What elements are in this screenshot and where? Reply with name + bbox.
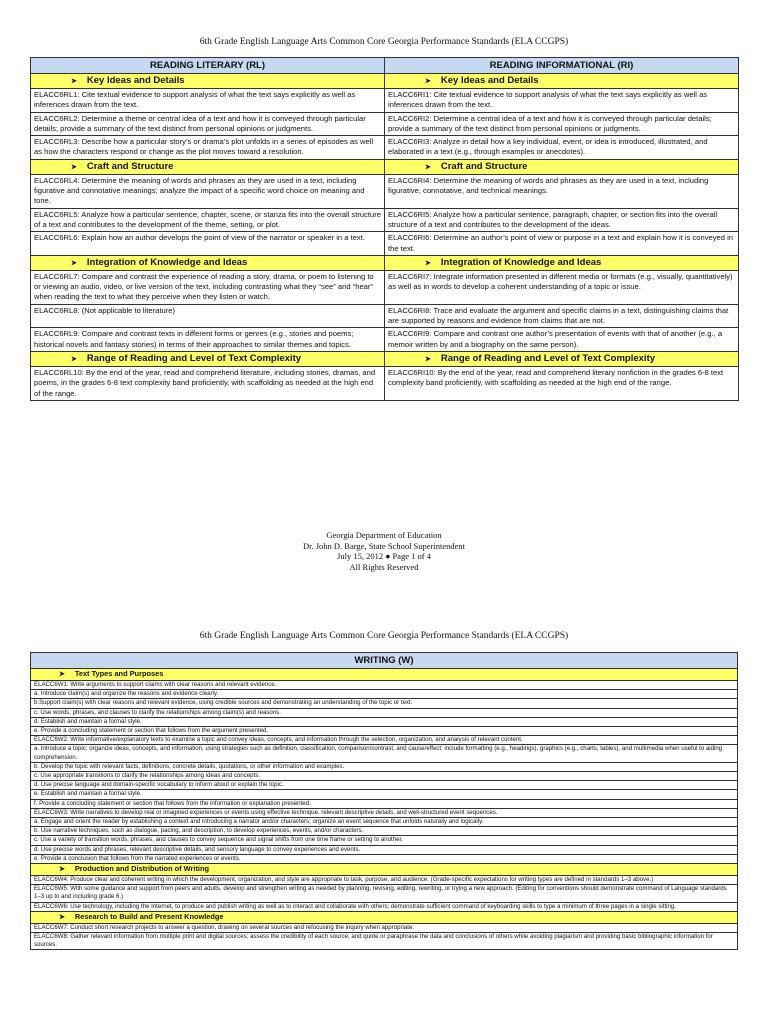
standard-row: c. Use a variety of transition words, phrases, and clauses to convey sequence and signal shifts from one time frame or setting to another. xyxy=(31,836,738,845)
section-label: Text Types and Purposes xyxy=(74,669,164,678)
section-label: Key Ideas and Details xyxy=(440,75,539,86)
arrow-bullet-icon: ➤ xyxy=(425,259,431,267)
standard-row: a. Introduce a topic; organize ideas, concepts, and information, using strategies such as definition, classification, comparison/contrast, and cause/effect; include formatting (e.g., headings), graphics (e.g., charts, tables), and multimedia when useful to aiding comprehension. xyxy=(31,745,738,762)
standard-row: e. Establish and maintain a formal style. xyxy=(31,790,738,799)
standard-row: ELACC6W8: Gather relevant information from multiple print and digital sources; assess the credibility of each source; and quote or paraphrase the data and conclusions of others while avoiding plagiarism and providing basic bibliographic information for sources. xyxy=(31,933,738,950)
standard-row: ELACC6W2: Write informative/explanatory texts to examine a topic and convey ideas, concepts, and information through the selection, organization, and analysis of relevant content. xyxy=(31,736,738,745)
section-heading xyxy=(31,255,385,270)
arrow-bullet-icon: ➤ xyxy=(71,355,77,363)
reading-standards-table xyxy=(30,57,739,401)
standard-row: e. Provide a concluding statement or section that follows from the argument presented. xyxy=(31,727,738,736)
reading-literary-header: READING LITERARY (RL) xyxy=(31,58,385,74)
section-heading xyxy=(385,159,739,174)
section-heading xyxy=(31,669,738,681)
standard-cell: ELACC6RL4: Determine the meaning of words and phrases as they are used in a text, including figurative and connotative meanings; analyze the impact of a specific word choice on meaning and tone. xyxy=(31,174,385,208)
section-heading xyxy=(31,351,385,366)
arrow-bullet-icon: ➤ xyxy=(59,671,65,678)
standard-cell: ELACC6RI9: Compare and contrast one author’s presentation of events with that of another (e.g., a memoir written by and a biography on the same person). xyxy=(385,328,739,352)
section-heading xyxy=(31,864,738,876)
standard-row: d. Use precise words and phrases, relevant descriptive details, and sensory language to convey experiences and events. xyxy=(31,845,738,854)
footer-rights: All Rights Reserved xyxy=(349,561,419,572)
standard-cell: ELACC6RI5: Analyze how a particular sentence, paragraph, chapter, or section fits into the overall structure of a text and contributes to the development of the ideas. xyxy=(385,208,739,232)
standard-cell: ELACC6RI8: Trace and evaluate the argument and specific claims in a text, distinguishing claims that are supported by reasons and evidence from claims that are not. xyxy=(385,304,739,328)
section-heading xyxy=(385,351,739,366)
standard-cell: ELACC6RL6: Explain how an author develops the point of view of the narrator or speaker in a text. xyxy=(31,232,385,256)
standard-row: f. Provide a concluding statement or section that follows from the information or explanation presented. xyxy=(31,799,738,808)
page-title: 6th Grade English Language Arts Common Core Georgia Performance Standards (ELA CCGPS) xyxy=(199,37,569,47)
section-heading xyxy=(31,911,738,923)
standard-row: b.Support claim(s) with clear reasons and relevant evidence, using credible sources and demonstrating an understanding of the topic or text. xyxy=(31,699,738,708)
standard-cell: ELACC6RI1: Cite textual evidence to support analysis of what the text says explicitly as well as inferences drawn from the text. xyxy=(385,89,739,113)
standard-row: ELACC6W4: Produce clear and coherent writing in which the development, organization, and style are appropriate to task, purpose, and audience. (Grade-specific expectations for writing types are defined in standards 1–3 above.) xyxy=(31,876,738,885)
standard-cell: ELACC6RL9: Compare and contrast texts in different forms or genres (e.g., stories and poems; historical novels and fantasy stories) in terms of their approaches to similar themes and topics. xyxy=(31,328,385,352)
standard-row: b. Develop the topic with relevant facts, definitions, concrete details, quotations, or other information and examples. xyxy=(31,762,738,771)
section-heading xyxy=(31,159,385,174)
standard-cell: ELACC6RI7: Integrate information presented in different media or formats (e.g., visually, quantitatively) as well as in words to develop a coherent understanding of a topic or issue. xyxy=(385,270,739,304)
section-heading xyxy=(385,255,739,270)
standard-row: a. Engage and orient the reader by establishing a context and introducing a narrator and/or characters; organize an event sequence that unfolds naturally and logically. xyxy=(31,818,738,827)
arrow-bullet-icon: ➤ xyxy=(59,913,65,921)
arrow-bullet-icon: ➤ xyxy=(71,163,77,171)
section-heading xyxy=(385,74,739,89)
footer-date-page: July 15, 2012 ● Page 1 of 4 xyxy=(337,551,431,561)
arrow-bullet-icon: ➤ xyxy=(71,259,77,267)
section-label: Key Ideas and Details xyxy=(86,75,185,86)
section-label: Integration of Knowledge and Ideas xyxy=(86,256,248,268)
section-label: Research to Build and Present Knowledge xyxy=(74,911,224,921)
section-label: Range of Reading and Level of Text Complexity xyxy=(86,352,302,364)
standard-cell: ELACC6RL7: Compare and contrast the experience of reading a story, drama, or poem to listening to or viewing an audio, video, or live version of the text, including contrasting what they “see” and “hear” when reading the text to what they perceive when they listen or watch. xyxy=(31,270,385,304)
page-title: 6th Grade English Language Arts Common Core Georgia Performance Standards (ELA CCGPS) xyxy=(199,631,569,641)
standard-row: c. Use words, phrases, and clauses to clarify the relationships among claim(s) and reasons. xyxy=(31,708,738,717)
standard-cell: ELACC6RI2: Determine a central idea of a text and how it is conveyed through particular details; provide a summary of the text distinct from personal opinions or judgments. xyxy=(385,112,739,136)
arrow-bullet-icon: ➤ xyxy=(71,78,77,85)
arrow-bullet-icon: ➤ xyxy=(59,866,65,874)
standard-row: b. Use narrative techniques, such as dialogue, pacing, and description, to develop experiences, events, and/or characters. xyxy=(31,827,738,836)
section-label: Production and Distribution of Writing xyxy=(74,864,209,874)
standard-cell: ELACC6RL10: By the end of the year, read and comprehend literature, including stories, dramas, and poems, in the grades 6-8 text complexity band proficiently, with scaffolding as needed at the high end of the range. xyxy=(31,366,385,400)
standard-cell: ELACC6RL8: (Not applicable to literature) xyxy=(31,304,385,328)
section-label: Range of Reading and Level of Text Complexity xyxy=(440,352,656,364)
standard-row: d. Establish and maintain a formal style. xyxy=(31,717,738,726)
standard-row: d. Use precise language and domain-specific vocabulary to inform about or explain the topic. xyxy=(31,781,738,790)
page-footer xyxy=(0,530,768,572)
standard-row: ELACC6W5: With some guidance and support from peers and adults, develop and strengthen writing as needed by planning, revising, editing, rewriting, or trying a new approach. (Editing for conventions should demonstrate command of Language standards 1–3 up to and including grade 6.) xyxy=(31,885,738,902)
section-label: Craft and Structure xyxy=(440,160,528,172)
arrow-bullet-icon: ➤ xyxy=(425,355,431,363)
standard-cell: ELACC6RL3: Describe how a particular story’s or drama’s plot unfolds in a series of episodes as well as how the characters respond or change as the plot moves toward a resolution. xyxy=(31,136,385,160)
standard-cell: ELACC6RL2: Determine a theme or central idea of a text and how it is conveyed through particular details; provide a summary of the text distinct from personal opinions or judgments. xyxy=(31,112,385,136)
standard-row: c. Use appropriate transitions to clarify the relationships among ideas and concepts. xyxy=(31,772,738,781)
reading-informational-header: READING INFORMATIONAL (RI) xyxy=(385,58,739,74)
standard-cell: ELACC6RI3: Analyze in detail how a key individual, event, or idea is introduced, illustrated, and elaborated in a text (e.g., through examples or anecdotes). xyxy=(385,136,739,160)
writing-header: WRITING (W) xyxy=(31,653,738,669)
section-label: Craft and Structure xyxy=(86,160,174,172)
standard-row: ELACC6W6: Use technology, including the Internet, to produce and publish writing as well as to interact and collaborate with others; demonstrate sufficient command of keyboarding skills to type a minimum of three pages in a single sitting. xyxy=(31,902,738,911)
standard-row: ELACC6W3: Write narratives to develop real or imagined experiences or events using effective technique, relevant descriptive details, and well-structured event sequences. xyxy=(31,808,738,817)
arrow-bullet-icon: ➤ xyxy=(425,163,431,171)
section-heading xyxy=(31,74,385,89)
standard-cell: ELACC6RL1: Cite textual evidence to support analysis of what the text says explicitly as well as inferences drawn from the text. xyxy=(31,89,385,113)
standard-row: a. Introduce claim(s) and organize the reasons and evidence clearly. xyxy=(31,690,738,699)
arrow-bullet-icon: ➤ xyxy=(425,78,431,85)
standard-cell: ELACC6RI6: Determine an author’s point of view or purpose in a text and explain how it is conveyed in the text. xyxy=(385,232,739,256)
standard-row: ELACC6W7: Conduct short research projects to answer a question, drawing on several sources and refocusing the inquiry when appropriate. xyxy=(31,923,738,932)
section-label: Integration of Knowledge and Ideas xyxy=(440,256,602,268)
footer-superintendent: Dr. John D. Barge, State School Superintendent xyxy=(302,540,466,551)
standard-cell: ELACC6RI4: Determine the meaning of words and phrases as they are used in a text, including figurative, connotative, and technical meanings. xyxy=(385,174,739,208)
standard-row: ELACC6W1: Write arguments to support claims with clear reasons and relevant evidence. xyxy=(31,681,738,690)
standard-cell: ELACC6RI10: By the end of the year, read and comprehend literary nonfiction in the grades 6-8 text complexity band proficiently, with scaffolding as needed at the high end of the range. xyxy=(385,366,739,400)
footer-department: Georgia Department of Education xyxy=(326,530,442,540)
standard-row: e. Provide a conclusion that follows from the narrated experiences or events. xyxy=(31,854,738,863)
standard-cell: ELACC6RL5: Analyze how a particular sentence, chapter, scene, or stanza fits into the overall structure of a text and contributes to the development of the theme, setting, or plot. xyxy=(31,208,385,232)
writing-standards-table xyxy=(30,652,738,950)
